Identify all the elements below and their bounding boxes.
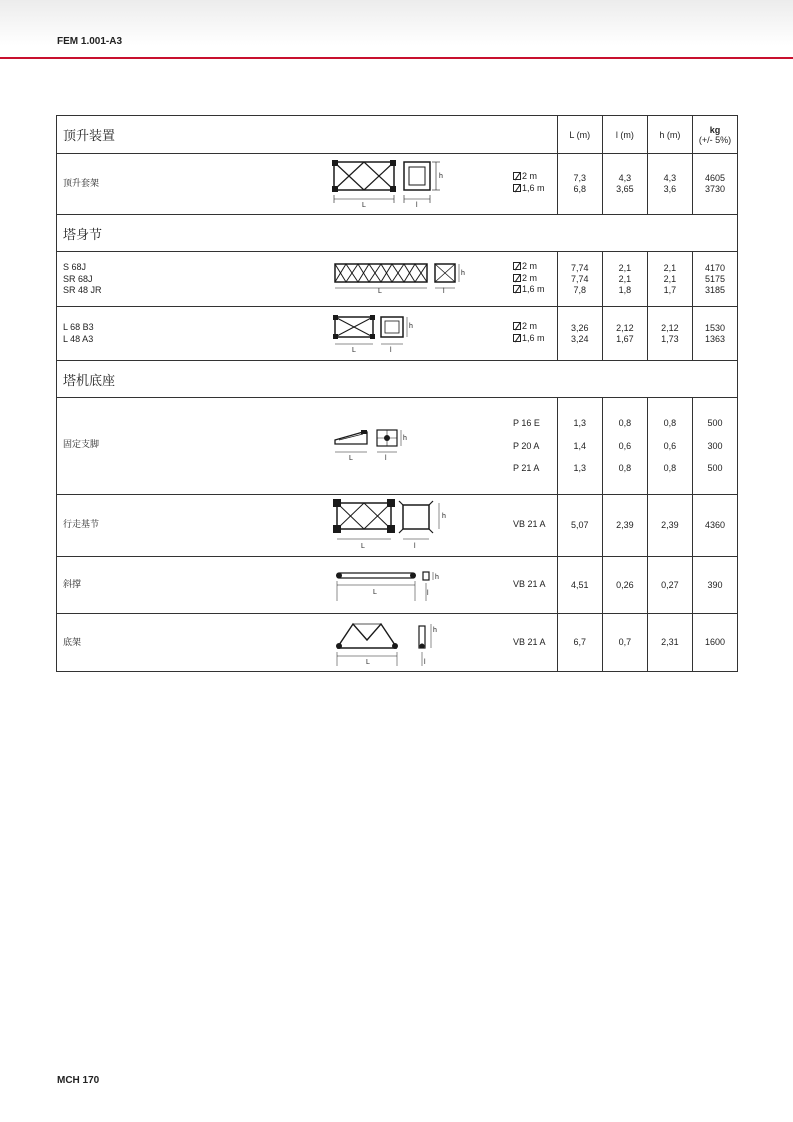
component-name: L 68 B3 (63, 322, 94, 332)
dim-label-h: h (435, 574, 439, 581)
dim-label-h: h (433, 627, 437, 634)
cell-h: 0,8 0,6 0,8 (647, 398, 692, 495)
cell-kg: 500 300 500 (692, 398, 737, 495)
model-variant: VB 21 A (513, 637, 546, 647)
mast-section-icon (513, 184, 521, 192)
model-variant: 1,6 m (513, 183, 545, 195)
document-reference: FEM 1.001-A3 (57, 36, 123, 47)
cell-kg: 1530 1363 (692, 307, 737, 361)
cell-L: 6,7 (557, 614, 602, 672)
cell-l: 2,39 (602, 495, 647, 557)
cell-L: 3,26 3,24 (557, 307, 602, 361)
component-name: 斜撑 (63, 579, 82, 589)
strut-drawing (333, 567, 453, 603)
model-variant: 2 m (513, 321, 545, 333)
mast-section-icon (513, 274, 521, 282)
dim-label-l: l (427, 590, 429, 597)
table-title: 顶升装置 (57, 116, 558, 154)
column-header-h: h (m) (647, 116, 692, 154)
dim-label-h: h (403, 435, 407, 442)
mast-section-drawing (333, 260, 473, 298)
cell-L: 1,3 1,4 1,3 (557, 398, 602, 495)
cell-h: 2,1 2,1 1,7 (647, 252, 692, 307)
dim-label-L: L (362, 202, 366, 208)
dim-label-L: L (366, 659, 370, 666)
row-description-cell (57, 252, 558, 307)
mast-section-icon (513, 322, 521, 330)
page-header-band (0, 0, 793, 59)
cell-kg: 1600 (692, 614, 737, 672)
row-description-cell (57, 557, 558, 614)
cell-L: 5,07 (557, 495, 602, 557)
cell-kg: 4170 5175 3185 (692, 252, 737, 307)
table-row (57, 154, 738, 215)
mast-section-icon (513, 285, 521, 293)
kg-tolerance: (+/- 5%) (698, 134, 732, 145)
component-name: SR 48 JR (63, 285, 102, 295)
component-name: S 68J (63, 262, 87, 272)
dim-label-l: l (424, 659, 426, 666)
components-table (56, 115, 738, 672)
table-header-row (57, 116, 738, 154)
row-description-cell (57, 154, 558, 215)
section-title: 塔机底座 (57, 361, 738, 398)
dim-label-l: l (443, 288, 445, 295)
model-variant: VB 21 A (513, 519, 546, 529)
cell-L: 7,3 6,8 (557, 154, 602, 215)
section-title: 塔身节 (57, 215, 738, 252)
column-header-l: l (m) (602, 116, 647, 154)
dim-label-L: L (373, 589, 377, 596)
crane-model-footer: MCH 170 (57, 1075, 100, 1086)
dim-label-l: l (385, 455, 387, 462)
cell-kg: 4605 3730 (692, 154, 737, 215)
cell-h: 2,12 1,73 (647, 307, 692, 361)
component-name: L 48 A3 (63, 333, 94, 344)
row-description-cell (57, 614, 558, 672)
cell-l: 2,12 1,67 (602, 307, 647, 361)
dim-label-L: L (378, 288, 382, 295)
dim-label-L: L (361, 543, 365, 550)
model-variant: 2 m (513, 261, 545, 273)
dim-label-h: h (439, 173, 443, 180)
mast-section-icon (513, 262, 521, 270)
cell-l: 0,8 0,6 0,8 (602, 398, 647, 495)
model-variant: 2 m (513, 273, 545, 285)
table-row (57, 307, 738, 361)
row-description-cell (57, 495, 558, 557)
model-variant: P 16 E (513, 418, 540, 428)
mast-adapter-drawing (333, 313, 423, 355)
cell-h: 4,3 3,6 (647, 154, 692, 215)
component-name: 行走基节 (63, 519, 100, 529)
section-header-row (57, 361, 738, 398)
cell-L: 4,51 (557, 557, 602, 614)
dim-label-h: h (461, 270, 465, 277)
component-name: 顶升套架 (63, 178, 100, 188)
dim-label-L: L (352, 347, 356, 354)
cell-l: 0,26 (602, 557, 647, 614)
model-variant: 1,6 m (513, 333, 545, 345)
model-variant: P 21 A (513, 463, 540, 473)
climbing-frame-drawing (332, 158, 447, 208)
model-variant: P 20 A (513, 440, 540, 451)
mast-section-icon (513, 334, 521, 342)
table-row (57, 614, 738, 672)
fixing-angle-drawing (333, 426, 423, 464)
cell-h: 0,27 (647, 557, 692, 614)
cell-kg: 390 (692, 557, 737, 614)
dim-label-l: l (390, 347, 392, 354)
model-variant: 1,6 m (513, 284, 545, 296)
cell-l: 2,1 2,1 1,8 (602, 252, 647, 307)
dim-label-h: h (442, 513, 446, 520)
column-header-kg (692, 116, 737, 154)
cell-h: 2,31 (647, 614, 692, 672)
section-header-row (57, 215, 738, 252)
component-name: 底架 (63, 637, 82, 647)
dim-label-L: L (349, 455, 353, 462)
table-row (57, 495, 738, 557)
cell-l: 0,7 (602, 614, 647, 672)
travelling-base-section-drawing (333, 499, 453, 551)
column-header-L: L (m) (557, 116, 602, 154)
table-row (57, 398, 738, 495)
dim-label-l: l (414, 543, 416, 550)
cell-l: 4,3 3,65 (602, 154, 647, 215)
cell-h: 2,39 (647, 495, 692, 557)
cell-L: 7,74 7,74 7,8 (557, 252, 602, 307)
table-row (57, 252, 738, 307)
cell-kg: 4360 (692, 495, 737, 557)
component-name: 固定支脚 (63, 439, 100, 449)
model-variant: 2 m (513, 171, 545, 183)
row-description-cell (57, 398, 558, 495)
dim-label-h: h (409, 323, 413, 330)
component-name: SR 68J (63, 273, 93, 284)
dim-label-l: l (416, 202, 418, 208)
row-description-cell (57, 307, 558, 361)
model-variant: VB 21 A (513, 579, 546, 589)
kg-label: kg (709, 124, 721, 135)
chassis-drawing (333, 618, 453, 668)
table-row (57, 557, 738, 614)
mast-section-icon (513, 172, 521, 180)
